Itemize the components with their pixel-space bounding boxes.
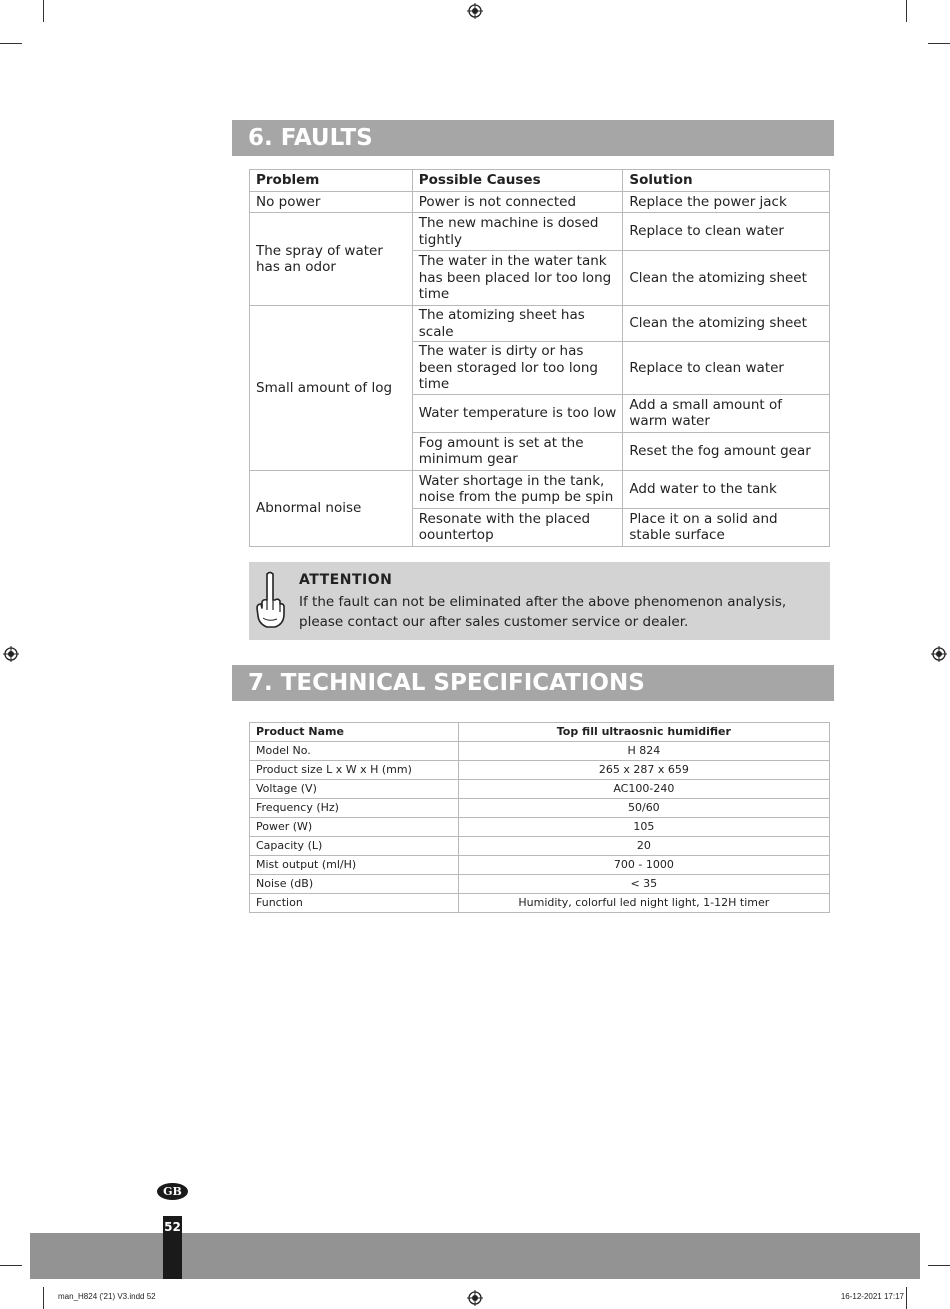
spec-value-header: Top fill ultraosnic humidifier <box>458 723 829 742</box>
table-row <box>250 856 830 875</box>
spec-label: Capacity (L) <box>250 837 459 856</box>
table-row <box>250 780 830 799</box>
pointing-hand-icon <box>253 570 287 630</box>
spec-value: < 35 <box>458 875 829 894</box>
specs-table <box>249 722 830 913</box>
cause-cell: Power is not connected <box>412 192 623 213</box>
spec-label-header: Product Name <box>250 723 459 742</box>
crop-mark <box>928 1265 950 1266</box>
problem-cell: No power <box>250 192 413 213</box>
registration-mark-icon <box>467 3 483 19</box>
attention-text: If the fault can not be eliminated after the above phenomenon analysis, please contact our after sales customer service or dealer. <box>299 594 787 630</box>
table-row <box>250 837 830 856</box>
crop-mark <box>928 43 950 44</box>
problem-cell: Small amount of log <box>250 306 413 471</box>
table-row <box>250 761 830 780</box>
crop-mark <box>0 43 22 44</box>
table-row <box>250 213 830 251</box>
solution-cell: Replace the power jack <box>623 192 830 213</box>
crop-mark <box>906 1287 907 1309</box>
crop-mark <box>0 1265 22 1266</box>
solution-cell: Reset the fog amount gear <box>623 432 830 470</box>
spec-value: 105 <box>458 818 829 837</box>
cause-cell: Resonate with the placed oountertop <box>412 508 623 546</box>
specs-heading: 7. TECHNICAL SPECIFICATIONS <box>232 665 834 701</box>
cause-cell: Water shortage in the tank, noise from the pump be spin <box>412 470 623 508</box>
column-header: Possible Causes <box>412 170 623 192</box>
cause-cell: The atomizing sheet has scale <box>412 306 623 342</box>
spec-label: Noise (dB) <box>250 875 459 894</box>
problem-cell: Abnormal noise <box>250 470 413 546</box>
problem-cell: The spray of water has an odor <box>250 213 413 306</box>
attention-box <box>249 562 830 640</box>
page-number: 52 <box>163 1216 182 1279</box>
spec-value: 700 - 1000 <box>458 856 829 875</box>
crop-mark <box>906 0 907 22</box>
table-header-row <box>250 170 830 192</box>
spec-label: Mist output (ml/H) <box>250 856 459 875</box>
crop-mark <box>43 0 44 22</box>
table-row <box>250 306 830 342</box>
spec-value: 265 x 287 x 659 <box>458 761 829 780</box>
spec-value: Humidity, colorful led night light, 1-12H timer <box>458 894 829 913</box>
registration-mark-icon <box>3 646 19 662</box>
solution-cell: Clean the atomizing sheet <box>623 251 830 306</box>
spec-label: Function <box>250 894 459 913</box>
spec-label: Voltage (V) <box>250 780 459 799</box>
solution-cell: Replace to clean water <box>623 342 830 395</box>
attention-title: ATTENTION <box>299 572 393 588</box>
cause-cell: The water in the water tank has been placed lor too long time <box>412 251 623 306</box>
date-slug: 16-12-2021 17:17 <box>840 1292 904 1301</box>
table-row <box>250 742 830 761</box>
faults-heading: 6. FAULTS <box>232 120 834 156</box>
table-row <box>250 875 830 894</box>
registration-mark-icon <box>467 1290 483 1306</box>
solution-cell: Clean the atomizing sheet <box>623 306 830 342</box>
spec-label: Frequency (Hz) <box>250 799 459 818</box>
faults-table <box>249 169 830 547</box>
table-row <box>250 818 830 837</box>
cause-cell: The new machine is dosed tightly <box>412 213 623 251</box>
table-row <box>250 192 830 213</box>
registration-mark-icon <box>931 646 947 662</box>
language-badge: GB <box>157 1183 188 1200</box>
column-header: Problem <box>250 170 413 192</box>
solution-cell: Replace to clean water <box>623 213 830 251</box>
spec-value: H 824 <box>458 742 829 761</box>
file-slug: man_H824 ('21) V3.indd 52 <box>58 1292 156 1301</box>
cause-cell: Water temperature is too low <box>412 394 623 432</box>
table-row <box>250 894 830 913</box>
solution-cell: Add a small amount of warm water <box>623 394 830 432</box>
column-header: Solution <box>623 170 830 192</box>
table-header-row <box>250 723 830 742</box>
cause-cell: The water is dirty or has been storaged lor too long time <box>412 342 623 395</box>
cause-cell: Fog amount is set at the minimum gear <box>412 432 623 470</box>
spec-label: Model No. <box>250 742 459 761</box>
spec-label: Power (W) <box>250 818 459 837</box>
spec-label: Product size L x W x H (mm) <box>250 761 459 780</box>
spec-value: 20 <box>458 837 829 856</box>
spec-value: AC100-240 <box>458 780 829 799</box>
solution-cell: Place it on a solid and stable surface <box>623 508 830 546</box>
solution-cell: Add water to the tank <box>623 470 830 508</box>
spec-value: 50/60 <box>458 799 829 818</box>
table-row <box>250 470 830 508</box>
table-row <box>250 799 830 818</box>
crop-mark <box>43 1287 44 1309</box>
